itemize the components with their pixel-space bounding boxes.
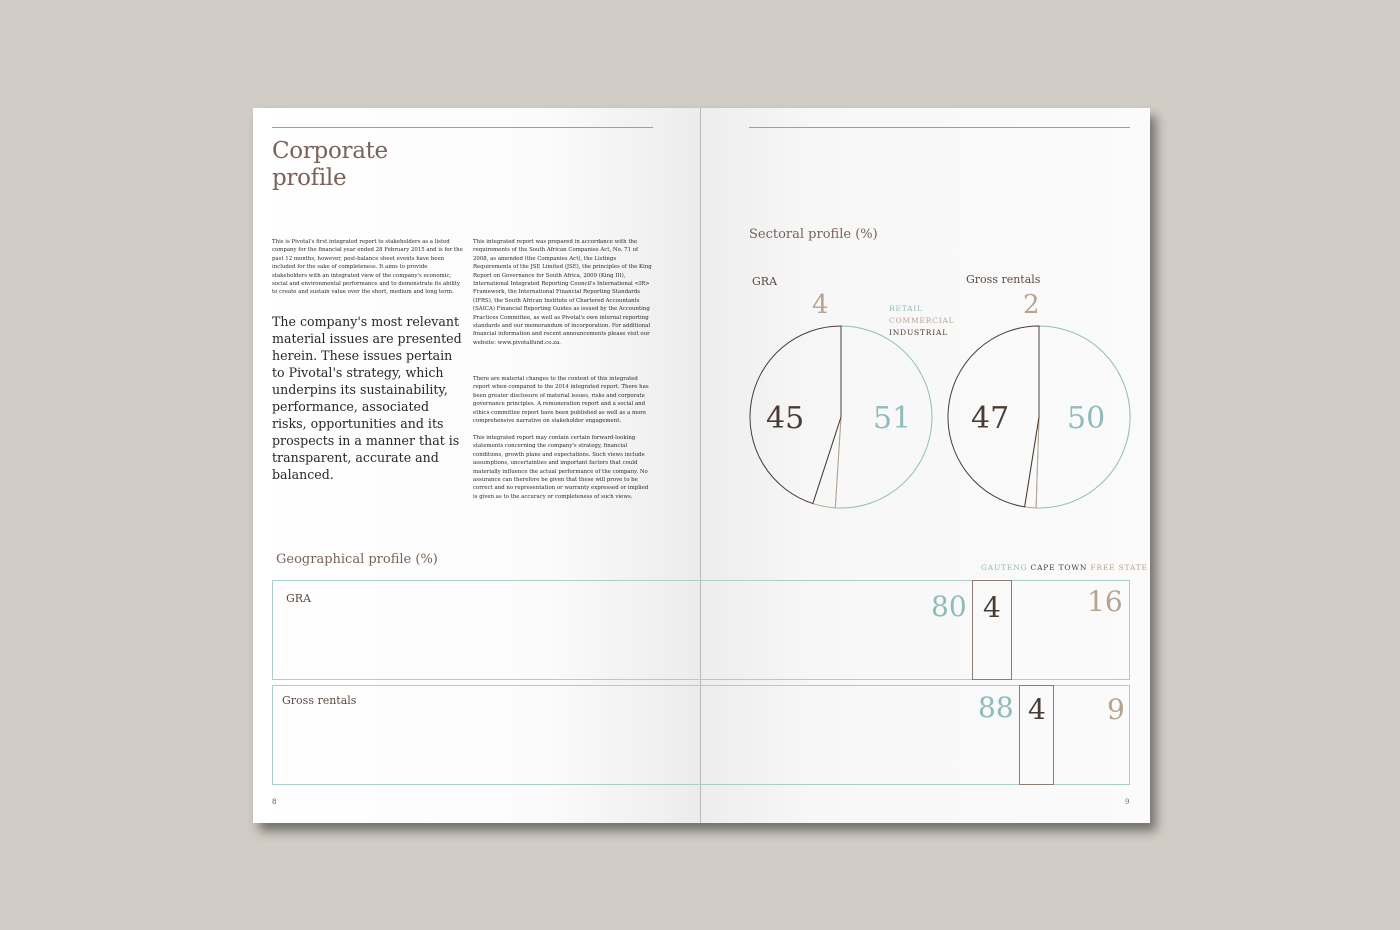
geo-row-label-gra: GRA <box>286 592 312 605</box>
legend-industrial: INDUSTRIAL <box>889 328 949 337</box>
legend-commercial: COMMERCIAL <box>889 316 955 325</box>
sectoral-title: Sectoral profile (%) <box>749 227 878 242</box>
geo-gra-gauteng-value: 80 <box>931 590 967 623</box>
geographical-title: Geographical profile (%) <box>276 552 438 567</box>
legend-retail: RETAIL <box>889 304 923 313</box>
page-title: Corporate profile <box>272 138 388 191</box>
geo-legend <box>981 563 1148 572</box>
geo-legend-cape-town: CAPE TOWN <box>1030 563 1088 572</box>
geo-row-gra <box>272 580 1130 680</box>
geo-legend-gauteng: GAUTENG <box>981 563 1028 572</box>
top-rule-right <box>749 127 1130 128</box>
brochure-spread <box>253 108 1150 823</box>
geo-gross-rentals-gauteng-value: 88 <box>978 691 1014 724</box>
body-paragraph-2: There are material changes to the content of this integrated report when compared to the 2014 integrated report. There has been greater disclosure of material issues, risks and corporate governance principles. A remuneration report and a social and ethics committee report have been published as well as a more comprehensive narrative on stakeholder engagement. <box>473 376 649 425</box>
intro-paragraph: This is Pivotal's first integrated report to stakeholders as a listed company for the financial year ended 28 February 2015 and is for the past 12 months, however, post-balance sheet events have been included for the sake of completeness. It aims to provide stakeholders with an integrated view of the company's economic, social and environmental performance and to demonstrate its ability to create and sustain value over the short, medium and long term. <box>272 239 463 296</box>
pie-value-gra-industrial: 45 <box>766 401 805 436</box>
geo-gra-cape-town-value: 4 <box>983 591 1001 624</box>
pie-value-gra-commercial: 4 <box>812 290 829 320</box>
geo-gross-rentals-cape-town-value: 4 <box>1028 693 1046 726</box>
geo-gra-free-state-value: 16 <box>1087 585 1123 618</box>
page-number-right: 9 <box>1125 798 1130 806</box>
geo-row-label-gross-rentals: Gross rentals <box>282 694 357 707</box>
lead-paragraph: The company's most relevant material issues are presented herein. These issues pertain to Pivotal's strategy, which underpins its sustainability, performance, associated risks, opportunities and its prospects in a manner that is transparent, accurate and balanced. <box>272 314 462 482</box>
pie-label-gra: GRA <box>752 275 778 288</box>
geo-row-gross-rentals <box>272 685 1130 785</box>
geo-legend-free-state: FREE STATE <box>1090 563 1148 572</box>
pie-value-gra-retail: 51 <box>873 401 912 436</box>
geo-gross-rentals-cape-town-box <box>1019 685 1054 785</box>
body-paragraph-1: This integrated report was prepared in accordance with the requirements of the South African Companies Act, No. 71 of 2008, as amended (the Companies Act), the Listings Requirements of the JSE Limited (JSE), the principles of the King Report on Governance for South Africa, 2009 (King III), International Integrated Reporting Council's International <IR> Framework, the International Financial Reporting Standards (IFRS), the South African Institute of Chartered Accountants (SAICA) Financial Reporting Guides as issued by the Accounting Practices Committee, as well as Pivotal's own internal reporting standards and our memorandum of incorporation. For additional financial information and recent announcements please visit our website: www.pivotalfund.co.za. <box>473 239 652 346</box>
body-paragraph-3: This integrated report may contain certain forward-looking statements concerning the company's strategy, financial conditions, growth plans and expectations. Such views include assumptions, uncertainties and important factors that could materially influence the actual performance of the company. No assurance can therefore be given that these will prove to be correct and no representation or warranty expressed or implied is given as to the accuracy or completeness of such views. <box>473 435 649 500</box>
geo-gross-rentals-free-state-value: 9 <box>1107 693 1125 726</box>
pie-value-gross-rentals-retail: 50 <box>1067 401 1106 436</box>
pie-value-gross-rentals-commercial: 2 <box>1023 290 1040 320</box>
pie-value-gross-rentals-industrial: 47 <box>971 401 1010 436</box>
page-number-left: 8 <box>272 798 277 806</box>
geo-gra-cape-town-box <box>972 580 1012 680</box>
top-rule <box>272 127 653 128</box>
pie-label-gross-rentals: Gross rentals <box>966 273 1041 286</box>
